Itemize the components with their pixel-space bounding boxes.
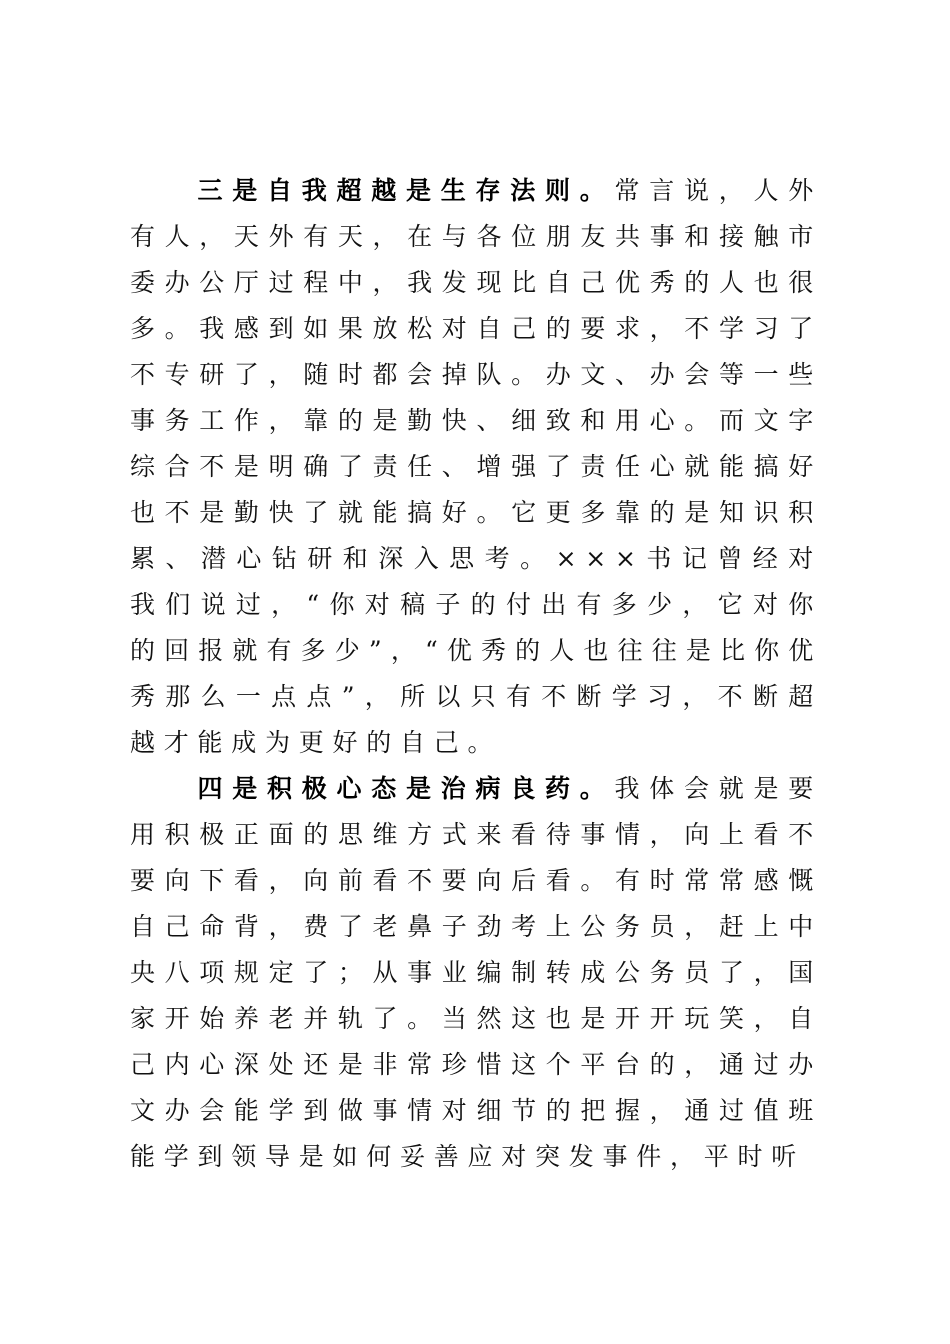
paragraph-text: 我体会就是要用积极正面的思维方式来看待事情，向上看不要向下看，向前看不要向后看。有时常常感慨自己命背，费了老鼻子劲考上公务员，赶上中央八项规定了；从事业编制转成公务员了，国家开始养老并轨了。当然这也是开开玩笑，自己内心深处还是非常珍惜这个平台的，通过办文办会能学到做事情对细节的把握，通过值班能学到领导是如何妥善应对突发事件，平时听 [130, 774, 822, 1171]
document-body [130, 168, 822, 1180]
paragraph-self-transcendence [130, 168, 822, 766]
paragraph-text: 常言说，人外有人，天外有天，在与各位朋友共事和接触市委办公厅过程中，我发现比自己优秀的人也很多。我感到如果放松对自己的要求，不学习了不专研了，随时都会掉队。办文、办会等一些事务工作，靠的是勤快、细致和用心。而文字综合不是明确了责任、增强了责任心就能搞好也不是勤快了就能搞好。它更多靠的是知识积累、潜心钻研和深入思考。×××书记曾经对我们说过，“你对稿子的付出有多少，它对你的回报就有多少”，“优秀的人也往往是比你优秀那么一点点”，所以只有不断学习，不断超越才能成为更好的自己。 [130, 176, 822, 757]
paragraph-heading: 三是自我超越是生存法则。 [197, 176, 615, 205]
paragraph-heading: 四是积极心态是治病良药。 [197, 774, 615, 803]
paragraph-positive-mindset [130, 766, 822, 1180]
